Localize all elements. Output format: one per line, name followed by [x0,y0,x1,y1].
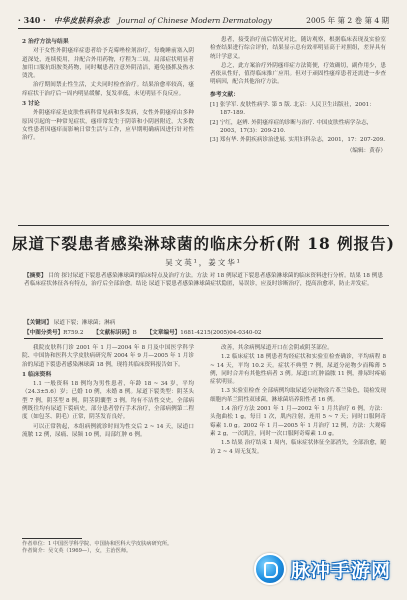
author-footnote [22,541,194,556]
section-heading: 3 讨论 [22,101,40,108]
article-number-value: 1681-4215(2005)04-0340-02 [180,330,262,336]
editor-note: （编辑：黄春） [346,147,386,154]
running-header [18,13,389,27]
footnote-line: 作者简介：吴文英（1969—），女，主治医师。 [22,548,132,555]
article-divider [18,225,389,226]
journal-name-cn: 中华皮肤科杂志 [53,15,110,25]
footnote-line: 作者单位：1 中国医学科学院、中国协和医科大学皮肤病研究所。 [22,541,173,547]
paragraph: 对于女性外阴瘙痒症患者给予克霉唑栓剂治疗，每晚睡前塞入阴道深处，连续使用，并配合外用药物，疗程为二周。局部症状明显者加用口服抗组胺类药物，同时嘱患者注意外阴清洁，避免搔抓及热水烫洗。 [22,48,194,80]
keywords-label: 【关键词】 [24,320,52,326]
reference-item: [2] 宁红，赵辨. 外阴瘙痒症的诊断与治疗. 中国皮肤性病学杂志，2003，17(3)：209-210. [210,119,373,134]
header-rule [18,28,389,29]
paragraph: 患者，接受治疗前后情况对比，随访观察，根据临床表现及实验室检查结果进行综合评价，结果显示总有效率明显高于对照组，差异具有统计学意义。 [210,37,386,60]
abstract-text: 目的 探讨尿道下裂患者感染淋球菌的临床特点及治疗方法。方法 对 18 例尿道下裂患者感染淋球菌的临床资料进行分析。结果 18 例患者临床症状体征各有特点，治疗后全部治愈。结论 尿道下裂患者感染淋球菌症状隐匿，易误诊，应及时诊断治疗，提高治愈率，防止并发症。 [24,273,383,288]
app-logo-icon [254,553,286,585]
section-heading: 1 临床资料 [22,371,52,378]
article-authors: 吴文英¹，姜文华¹ [165,258,242,267]
paragraph: 1.4 治疗方法 2001 年 1 月—2002 年 1 月共治疗 6 例，方法：头孢曲松 1 g，每日 1 次，肌内注射，连用 5 ~ 7 天；同时口服阿奇霉素 1.0 g。2002 年 1 月—2005 年 1 月治疗 12 例，方法：大观霉素 2 g，一次肌注，同时一次口服阿奇霉素 1.0 g。 [210,406,386,437]
doc-code-value: B [132,330,137,336]
article-number-label: 【文章编号】 [146,330,181,336]
reference-item: [3] 郑有华. 外阴疾病诊治进展. 实用妇科杂志，2001，17：207-209. [210,137,386,144]
paragraph: 改善，其余病例尿道开口在会阴或阴茎部位。 [221,345,333,351]
article-left-column [22,344,194,536]
paragraph: 治疗期间禁止性生活，丈夫同时检查治疗。结果治愈率较高，瘙痒症状于治疗后一周内明显缓解，复发率低，未见明显不良反应。 [22,82,194,97]
paragraph: 1.1 一般资料 18 例均为男性患者，年龄 18 ~ 34 岁，平均（24.3±5.6）岁；已婚 10 例，未婚 8 例。尿道下裂类型：阴茎头型 7 例，阴茎型 8 例，阴茎阴囊型 3 例。均有不洁性交史，全部病例既往均有尿道下裂病史，部分患者曾行手术治疗，全部病例第二程度（如包茎、阴毛）正常，阴茎发育良好。 [22,381,194,421]
issue-info: 2005 年 第 2 卷 第 4 期 [306,15,389,25]
watermark-text: 脉冲手游网 [290,559,391,582]
references-title: 参考文献： [210,91,239,98]
keywords-text: 尿道下裂；淋球菌；淋病 [53,320,116,326]
reference-list [210,101,386,144]
abstract-label: 【摘要】 [24,273,47,279]
prev-article-right-column [210,36,386,222]
abstract [24,272,383,316]
paragraph: 我院皮肤科门诊 2001 年 1 月—2004 年 8 月及中国医学科学院、中国协和医科大学皮肤病研究所 2004 年 9 月—2005 年 1 月诊治的尿道下裂患者感染淋球菌 18 例，现将其临床资料报告如下。 [22,345,194,368]
footnote-rule [22,538,82,539]
paragraph: 1.3 实验室检查 全部病例均取尿道分泌物涂片革兰染色，镜检发现细胞内革兰阴性双球菌，淋球菌培养阳性者 16 例。 [210,388,386,403]
article-title: 尿道下裂患者感染淋球菌的临床分析(附 18 例报告) [11,234,396,253]
prev-article-left-column [22,36,194,222]
section-heading: 2 治疗方法与结果 [22,39,69,45]
article-right-column [210,344,386,552]
paragraph: 1.5 结果 治疗结束 1 周内，临床症状体征全部消失，全部治愈，随访 2 ~ 4 周无复发。 [210,440,386,455]
clc-label: 【中图分类号】 [24,330,64,336]
journal-name-en: Journal of Chinese Modern Dermatology [117,15,272,25]
paragraph: 1.2 临床症状 18 例患者均经症状和实验室检查确诊，平均病程 8 ~ 14 天，平均 10.2 天。症状不典型 7 例，尿道分泌物少而稀薄 5 例，同时合并有其他性病者 3 例。尿道口红肿溢脓 11 例，排尿时疼痛症状明显。 [210,354,386,386]
classification-line [24,328,383,336]
watermark [254,553,391,585]
paragraph: 总之，此方案治疗外阴瘙痒症方法简便，疗效确切，副作用少，患者依从性好，值得临床推广应用。但对于顽固性瘙痒患者还需进一步查明病因，配合其他治疗方法。 [210,62,386,86]
doc-code-label: 【文献标识码】 [93,330,133,336]
paragraph: 可以正常勃起，本组病例就诊时间为性交后 2 ~ 14 天，尿道口流脓 12 例，尿痛、尿频 10 例，局部红肿 6 例。 [22,423,194,438]
clc-value: R759.2 [63,330,84,336]
paragraph: 外阴瘙痒症是皮肤性病科常见病和多发病，女性外阴瘙痒由多种原因引起的一种常见症状，瘙痒常发生于阴蒂和小阴唇附近，大多数女性患者因瘙痒而影响日常生活与工作，应早期明确病因进行针对性治疗。 [22,110,194,142]
keywords [24,318,383,326]
page-number: · 340 · [18,15,46,25]
reference-item: [1] 张学军. 皮肤性病学. 第 5 版. 北京：人民卫生出版社，2001：187-189. [210,102,375,117]
abstract-rule [24,338,383,339]
